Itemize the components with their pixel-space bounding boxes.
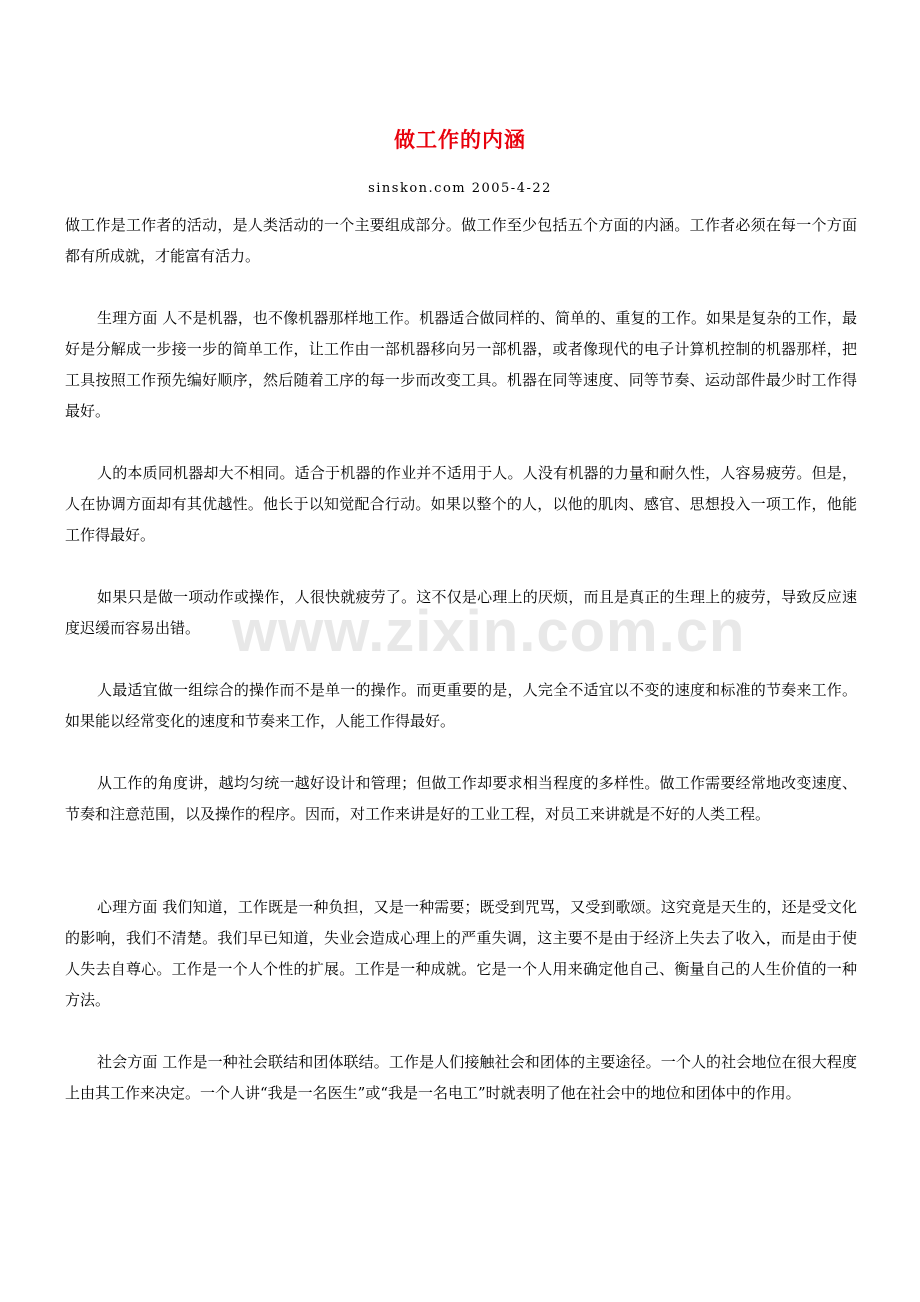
paragraph-spacer	[65, 644, 857, 675]
paragraph-social: 社会方面 工作是一种社会联结和团体联结。工作是人们接触社会和团体的主要途径。一个人的社会地位在很大程度上由其工作来决定。一个人讲“我是一名医生”或“我是一名电工”时就表明了他在社会中的地位和团体中的作用。	[65, 1053, 857, 1102]
paragraph-spacer	[65, 830, 857, 892]
article-body	[65, 210, 857, 1109]
paragraph-variety: 人最适宜做一组综合的操作而不是单一的操作。而更重要的是，人完全不适宜以不变的速度和标准的节奏来工作。如果能以经常变化的速度和节奏来工作，人能工作得最好。	[65, 681, 857, 730]
paragraph-psychological: 心理方面 我们知道，工作既是一种负担，又是一种需要；既受到咒骂，又受到歌颂。这究竟是天生的，还是受文化的影响，我们不清楚。我们早已知道，失业会造成心理上的严重失调，这主要不是由于经济上失去了收入，而是由于使人失去自尊心。工作是一个人个性的扩展。工作是一种成就。它是一个人用来确定他自己、衡量自己的人生价值的一种方法。	[65, 898, 857, 1009]
paragraph-physiological: 生理方面 人不是机器，也不像机器那样地工作。机器适合做同样的、简单的、重复的工作。如果是复杂的工作，最好是分解成一步接一步的简单工作，让工作由一部机器移向另一部机器，或者像现代的电子计算机控制的机器那样，把工具按照工作预先编好顺序，然后随着工序的每一步而改变工具。机器在同等速度、同等节奏、运动部件最少时工作得最好。	[65, 309, 857, 420]
paragraph-spacer	[65, 427, 857, 458]
paragraph-spacer	[65, 272, 857, 303]
watermark: www.zixin.com.cn	[232, 599, 746, 664]
paragraph-intro: 做工作是工作者的活动，是人类活动的一个主要组成部分。做工作至少包括五个方面的内涵。工作者必须在每一个方面都有所成就，才能富有活力。	[65, 216, 857, 265]
paragraph-human-nature: 人的本质同机器却大不相同。适合于机器的作业并不适用于人。人没有机器的力量和耐久性，人容易疲劳。但是，人在协调方面却有其优越性。他长于以知觉配合行动。如果以整个的人，以他的肌肉、感官、思想投入一项工作，他能工作得最好。	[65, 464, 857, 544]
paragraph-spacer	[65, 1016, 857, 1047]
byline: sinskon.com 2005-4-22	[368, 181, 552, 196]
paragraph-fatigue: 如果只是做一项动作或操作，人很快就疲劳了。这不仅是心理上的厌烦，而且是真正的生理上的疲劳，导致反应速度迟缓而容易出错。	[65, 588, 857, 637]
paragraph-engineering: 从工作的角度讲，越均匀统一越好设计和管理；但做工作却要求相当程度的多样性。做工作需要经常地改变速度、节奏和注意范围，以及操作的程序。因而，对工作来讲是好的工业工程，对员工来讲就是不好的人类工程。	[65, 774, 857, 823]
paragraph-spacer	[65, 551, 857, 582]
page-title: 做工作的内涵	[394, 127, 526, 152]
paragraph-spacer	[65, 737, 857, 768]
